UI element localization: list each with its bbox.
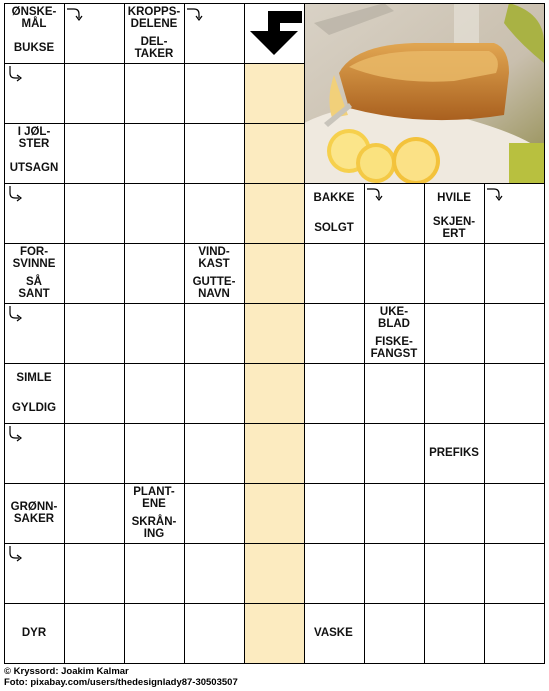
answer-cell[interactable]	[364, 483, 424, 543]
down-right-arrow-icon	[6, 425, 24, 443]
clue-grønn-saker: GRØNN- SAKER	[4, 483, 64, 543]
clue-så-sant: SÅ SANT	[4, 273, 64, 303]
clue-gyldig: GYLDIG	[4, 393, 64, 423]
answer-cell[interactable]	[304, 423, 364, 483]
solution-cell[interactable]	[244, 303, 304, 363]
clue-del-taker: DEL- TAKER	[124, 33, 184, 63]
answer-cell[interactable]	[124, 423, 184, 483]
answer-cell[interactable]	[64, 603, 124, 663]
answer-cell[interactable]	[364, 243, 424, 303]
answer-cell[interactable]	[64, 423, 124, 483]
answer-cell[interactable]	[64, 183, 124, 243]
crossword-grid	[4, 3, 545, 664]
right-down-arrow-icon	[66, 5, 84, 23]
answer-cell[interactable]	[484, 543, 544, 603]
answer-cell[interactable]	[484, 423, 544, 483]
clue-vind-kast: VIND- KAST	[184, 243, 244, 273]
answer-cell[interactable]	[64, 543, 124, 603]
answer-cell[interactable]	[484, 483, 544, 543]
answer-cell[interactable]	[304, 483, 364, 543]
down-right-arrow-icon	[6, 65, 24, 83]
answer-cell[interactable]	[124, 183, 184, 243]
grid-line	[4, 243, 545, 244]
answer-cell[interactable]	[364, 603, 424, 663]
clue-bukse: BUKSE	[4, 33, 64, 63]
credit-author: © Kryssord: Joakim Kalmar	[4, 666, 129, 677]
answer-cell[interactable]	[124, 363, 184, 423]
grid-line	[4, 183, 545, 184]
down-right-arrow-icon	[6, 545, 24, 563]
grid-line	[544, 3, 545, 664]
grid-line	[4, 303, 545, 304]
grid-line	[244, 3, 245, 664]
clue-dyr: DYR	[4, 603, 64, 663]
grid-line	[184, 3, 185, 664]
clue-uke-blad: UKE- BLAD	[364, 303, 424, 333]
clue-kropps-delene: KROPPS- DELENE	[124, 3, 184, 33]
down-right-arrow-icon	[6, 305, 24, 323]
grid-line	[4, 363, 545, 364]
answer-cell[interactable]	[64, 483, 124, 543]
clue-simle: SIMLE	[4, 363, 64, 393]
clue-solgt: SOLGT	[304, 213, 364, 243]
grid-line	[4, 3, 5, 664]
grid-line	[304, 3, 305, 664]
solution-cell[interactable]	[244, 243, 304, 303]
solution-cell[interactable]	[244, 63, 304, 123]
answer-cell[interactable]	[364, 423, 424, 483]
answer-cell[interactable]	[484, 603, 544, 663]
answer-cell[interactable]	[64, 363, 124, 423]
answer-cell[interactable]	[484, 363, 544, 423]
answer-cell[interactable]	[124, 603, 184, 663]
answer-cell[interactable]	[184, 543, 244, 603]
solution-cell[interactable]	[244, 423, 304, 483]
answer-cell[interactable]	[64, 303, 124, 363]
clue-plant-ene: PLANT- ENE	[124, 483, 184, 513]
solution-cell[interactable]	[244, 483, 304, 543]
right-down-arrow-icon	[366, 185, 384, 203]
answer-cell[interactable]	[304, 303, 364, 363]
right-down-arrow-icon	[486, 185, 504, 203]
clue-bakke: BAKKE	[304, 183, 364, 213]
credits	[4, 666, 238, 688]
answer-cell[interactable]	[184, 423, 244, 483]
bent-down-arrow-icon	[244, 3, 304, 63]
solution-cell[interactable]	[244, 603, 304, 663]
photo-icon	[304, 3, 544, 183]
grid-line	[4, 603, 545, 604]
answer-cell[interactable]	[124, 243, 184, 303]
clue-vaske: VASKE	[304, 603, 364, 663]
clue-utsagn: UTSAGN	[4, 153, 64, 183]
clue-gutte-navn: GUTTE- NAVN	[184, 273, 244, 303]
grid-line	[4, 3, 545, 4]
answer-cell[interactable]	[424, 243, 484, 303]
clue-skjen-ert: SKJEN- ERT	[424, 213, 484, 243]
answer-cell[interactable]	[364, 543, 424, 603]
answer-cell[interactable]	[484, 243, 544, 303]
solution-cell[interactable]	[244, 123, 304, 183]
answer-cell[interactable]	[184, 303, 244, 363]
clue-i-jøl-ster: I JØL- STER	[4, 123, 64, 153]
answer-cell[interactable]	[484, 303, 544, 363]
answer-cell[interactable]	[424, 303, 484, 363]
answer-cell[interactable]	[424, 363, 484, 423]
answer-cell[interactable]	[184, 603, 244, 663]
clue-fiske-fangst: FISKE- FANGST	[364, 333, 424, 363]
answer-cell[interactable]	[424, 603, 484, 663]
answer-cell[interactable]	[64, 123, 124, 183]
credit-photo: Foto: pixabay.com/users/thedesignlady87-30503507	[4, 677, 238, 688]
answer-cell[interactable]	[424, 543, 484, 603]
solution-cell[interactable]	[244, 543, 304, 603]
answer-cell[interactable]	[184, 183, 244, 243]
answer-cell[interactable]	[304, 243, 364, 303]
grid-line	[4, 63, 305, 64]
answer-cell[interactable]	[184, 483, 244, 543]
answer-cell[interactable]	[424, 483, 484, 543]
grid-line	[4, 543, 545, 544]
grid-line	[4, 663, 545, 664]
answer-cell[interactable]	[304, 363, 364, 423]
answer-cell[interactable]	[184, 363, 244, 423]
clue-for-svinne: FOR- SVINNE	[4, 243, 64, 273]
clue-ønske-mål: ØNSKE- MÅL	[4, 3, 64, 33]
answer-cell[interactable]	[124, 63, 184, 123]
right-down-arrow-icon	[186, 5, 204, 23]
down-right-arrow-icon	[6, 185, 24, 203]
grid-line	[4, 123, 305, 124]
answer-cell[interactable]	[184, 123, 244, 183]
clue-hvile: HVILE	[424, 183, 484, 213]
answer-cell[interactable]	[64, 243, 124, 303]
answer-cell[interactable]	[124, 543, 184, 603]
clue-skrån-ing: SKRÅN- ING	[124, 513, 184, 543]
grid-line	[124, 3, 125, 664]
answer-cell[interactable]	[364, 363, 424, 423]
answer-cell[interactable]	[64, 63, 124, 123]
answer-cell[interactable]	[124, 123, 184, 183]
grid-line	[4, 483, 545, 484]
answer-cell[interactable]	[304, 543, 364, 603]
solution-cell[interactable]	[244, 183, 304, 243]
clue-prefiks: PREFIKS	[424, 423, 484, 483]
answer-cell[interactable]	[124, 303, 184, 363]
solution-cell[interactable]	[244, 363, 304, 423]
grid-line	[4, 423, 545, 424]
grid-line	[64, 3, 65, 664]
answer-cell[interactable]	[184, 63, 244, 123]
